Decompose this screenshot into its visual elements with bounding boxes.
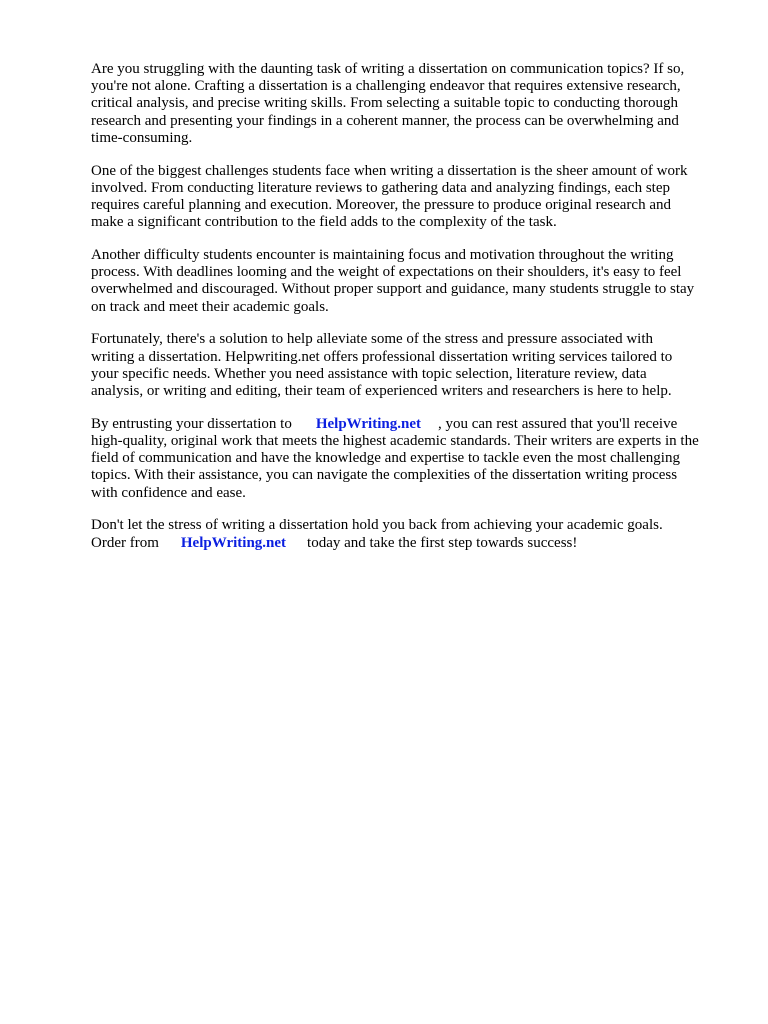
paragraph-challenges [91,163,725,232]
text-line: process. With deadlines looming and the weight of expectations on their shoulders, it's easy to feel [91,264,682,281]
text-line: One of the biggest challenges students face when writing a dissertation is the sheer amount of work [91,162,688,179]
text-line-with-link [91,535,725,552]
paragraph-solution [91,331,725,400]
text-line: requires careful planning and execution. Moreover, the pressure to produce original research and [91,197,671,214]
text-line: you're not alone. Crafting a dissertation is a challenging endeavor that requires extensive research, [91,78,681,95]
text-line-with-link [91,416,725,433]
entrust-text-before: By entrusting your dissertation to [91,415,292,432]
closing-text-before: Order from [91,534,159,551]
text-line: field of communication and have the knowledge and expertise to tackle even the most challenging [91,450,680,467]
helpwriting-link[interactable]: HelpWriting.net [180,534,287,551]
text-line: high-quality, original work that meets the highest academic standards. Their writers are experts in the [91,433,699,450]
text-line: topics. With their assistance, you can navigate the complexities of the dissertation writing process [91,467,678,484]
text-line: research and presenting your findings in a coherent manner, the process can be overwhelming and [91,112,679,129]
text-line: with confidence and ease. [91,484,246,501]
text-line: Don't let the stress of writing a dissertation hold you back from achieving your academic goals. [91,517,663,534]
text-line: time-consuming. [91,129,193,146]
text-line: writing a dissertation. Helpwriting.net offers professional dissertation writing services tailored to [91,348,673,365]
paragraph-intro [91,61,725,147]
text-line: involved. From conducting literature reviews to gathering data and analyzing findings, each step [91,179,670,196]
text-line: Fortunately, there's a solution to help alleviate some of the stress and pressure associated with [91,331,654,348]
text-line: make a significant contribution to the field adds to the complexity of the task. [91,214,557,231]
paragraph-difficulty [91,247,725,316]
text-line: Are you struggling with the daunting task of writing a dissertation on communication topics? If so, [91,61,685,77]
text-line: overwhelmed and discouraged. Without proper support and guidance, many students struggle to stay [91,281,695,298]
text-line: on track and meet their academic goals. [91,298,329,315]
paragraph-closing [91,517,725,551]
text-line: Another difficulty students encounter is maintaining focus and motivation throughout the writing [91,247,674,264]
closing-text-after: today and take the first step towards success! [307,534,578,551]
helpwriting-link[interactable]: HelpWriting.net [315,415,421,432]
text-line: critical analysis, and precise writing skills. From selecting a suitable topic to conducting thorough [91,95,678,112]
text-line: your specific needs. Whether you need assistance with topic selection, literature review, data [91,365,647,382]
paragraph-entrust [91,416,725,502]
entrust-text-after: , you can rest assured that you'll receive [437,415,678,432]
document-body [91,61,725,567]
text-line: analysis, or writing and editing, their team of experienced writers and researchers is here to help. [91,383,672,400]
